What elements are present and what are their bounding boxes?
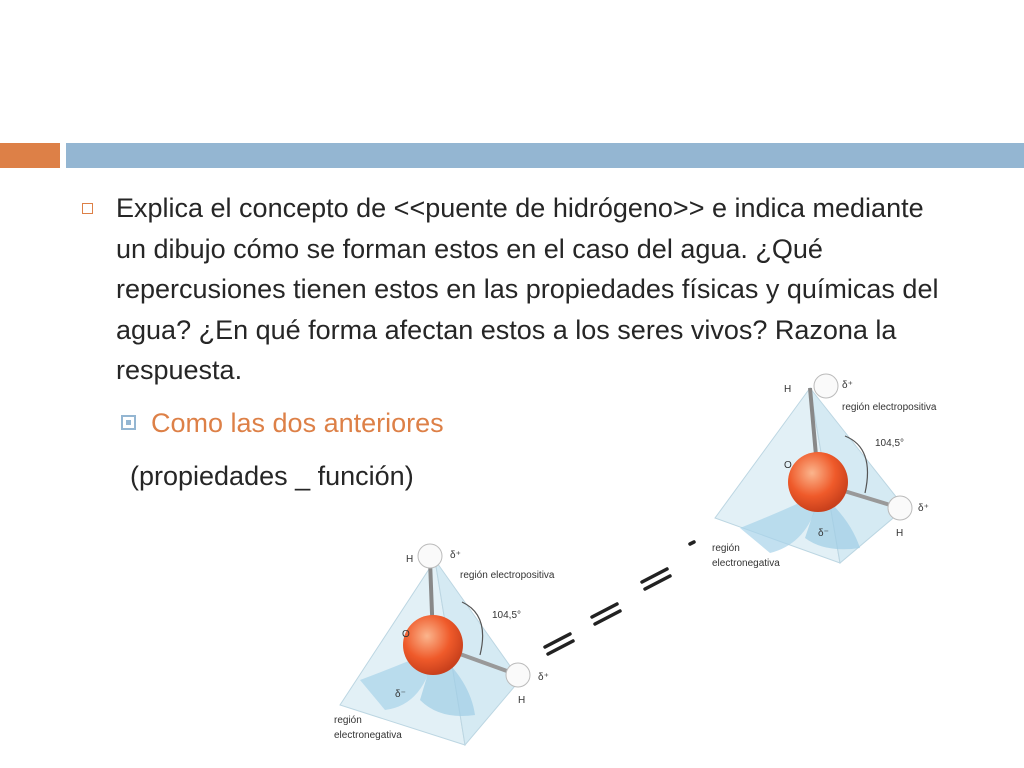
- label-region: región: [712, 543, 740, 554]
- hydrogen-atom: [418, 544, 442, 568]
- label-delta-plus: δ⁺: [538, 672, 549, 683]
- header-bar-accent: [0, 143, 60, 168]
- label-h: H: [406, 554, 414, 565]
- hydrogen-atom: [814, 374, 838, 398]
- hydrogen-bond-dashes: [530, 530, 710, 660]
- hydrogen-atom: [506, 663, 530, 687]
- label-oxygen: O: [784, 460, 792, 471]
- bullet-square-icon: [82, 203, 93, 214]
- label-region: región: [334, 715, 362, 726]
- question-text: Explica el concepto de <<puente de hidrógeno>> e indica mediante un dibujo cómo se forman estos en el caso del agua. ¿Qué repercusiones tienen estos en las propiedades físicas y químicas del agua? ¿En qué forma afectan estos a los seres vivos? Razona la respuesta.: [116, 193, 939, 385]
- label-h: H: [784, 384, 792, 395]
- label-oxygen: O: [402, 629, 410, 640]
- sub-bullet-icon: [121, 415, 136, 430]
- water-molecule-diagram-bottom: [330, 540, 560, 760]
- header-bar: [66, 143, 1024, 168]
- label-delta-minus: δ⁻: [395, 689, 406, 700]
- label-delta-plus: δ⁺: [918, 503, 929, 514]
- label-electronegativa: electronegativa: [334, 730, 402, 741]
- hydrogen-atom: [888, 496, 912, 520]
- label-angle: 104,5°: [875, 438, 905, 449]
- water-molecule-diagram-top: [700, 368, 970, 578]
- label-region-electropositiva: región electropositiva: [460, 570, 555, 581]
- dash-mark: [690, 542, 694, 544]
- label-delta-minus: δ⁻: [818, 528, 829, 539]
- sub-item-text: Como las dos anteriores: [151, 408, 444, 438]
- oxygen-atom: [403, 615, 463, 675]
- label-delta-plus: δ⁺: [842, 380, 853, 391]
- oxygen-atom: [788, 452, 848, 512]
- label-electronegativa: electronegativa: [712, 558, 780, 569]
- label-delta-plus: δ⁺: [450, 550, 461, 561]
- label-h: H: [518, 695, 526, 706]
- label-region-electropositiva: región electropositiva: [842, 402, 937, 413]
- label-h: H: [896, 528, 904, 539]
- sub-item-paren-text: (propiedades _ función): [130, 461, 414, 491]
- label-angle: 104,5°: [492, 610, 522, 621]
